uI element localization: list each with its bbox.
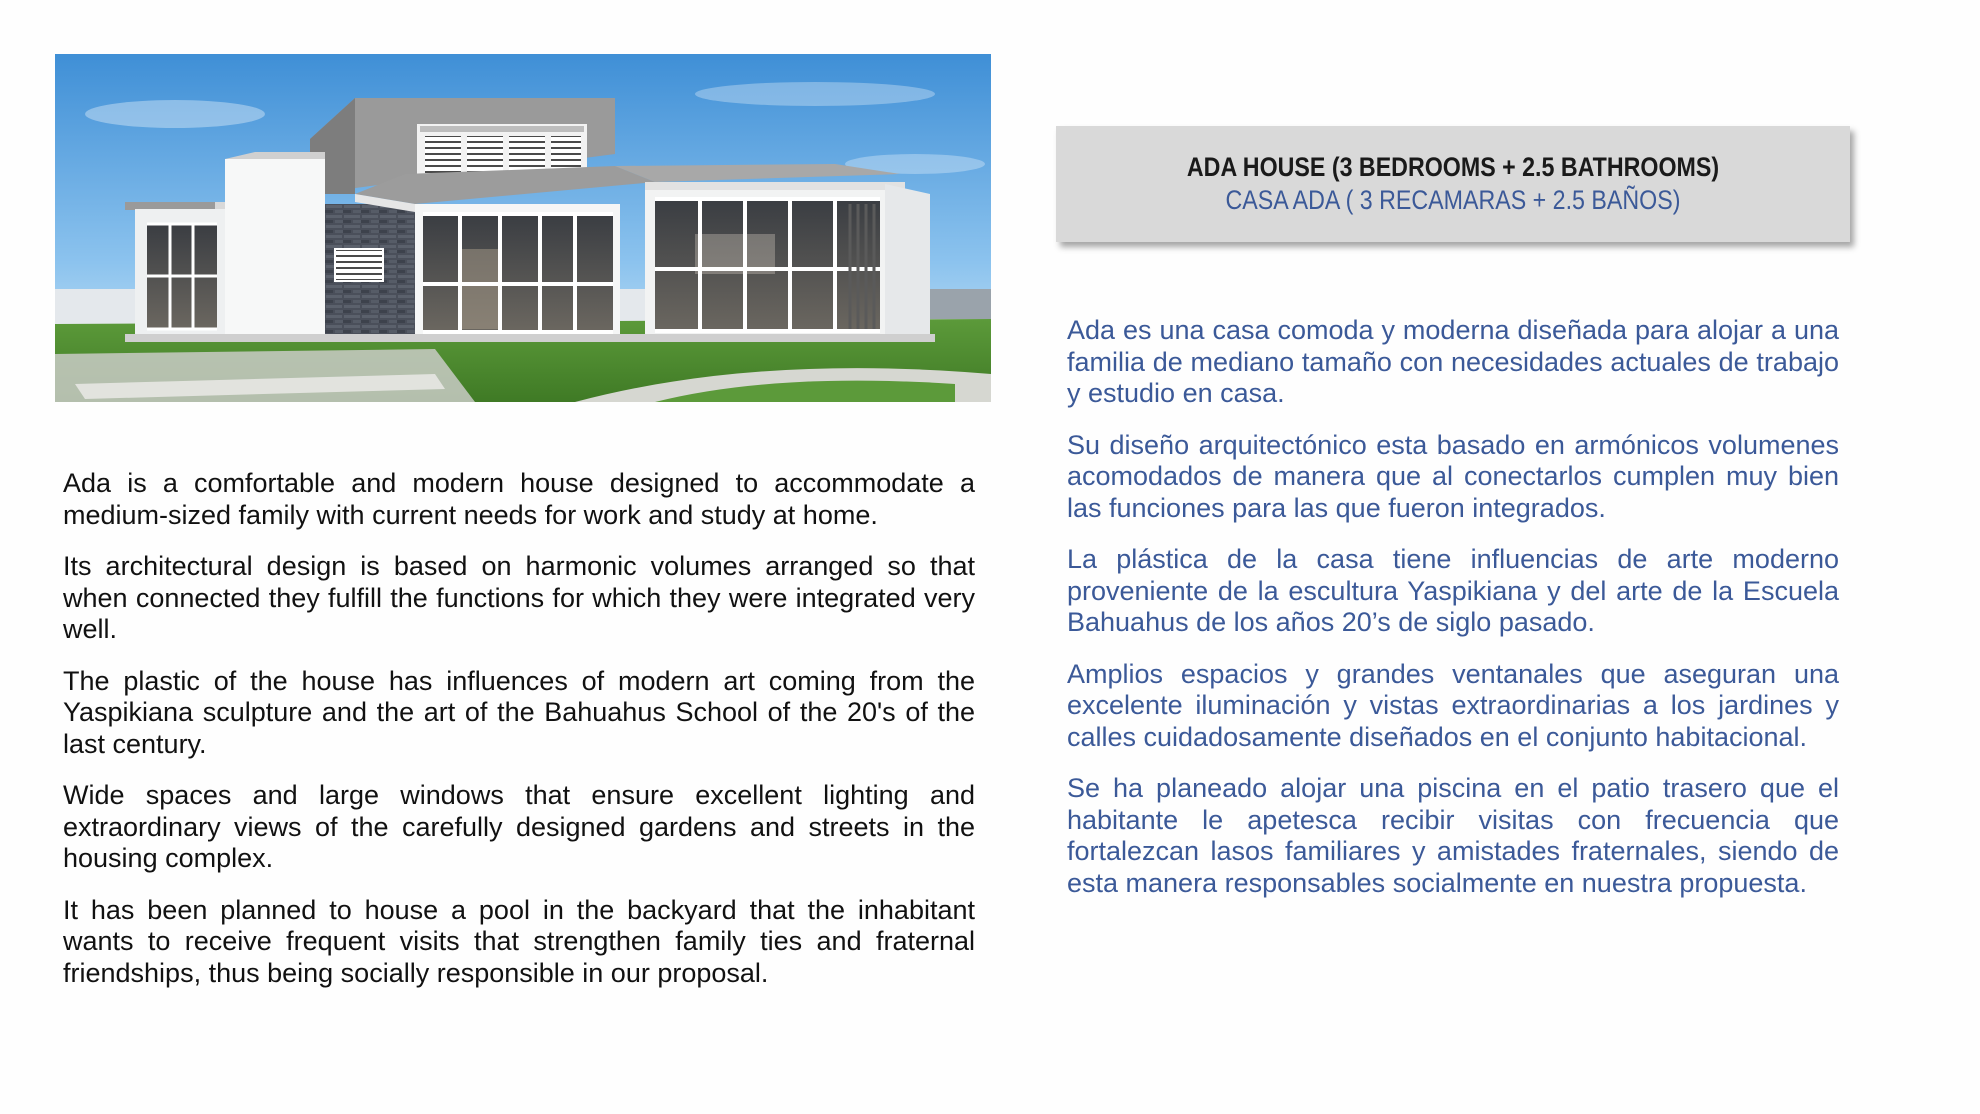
spanish-paragraph: Amplios espacios y grandes ventanales que aseguran una excelente iluminación y vistas extraordinarias a los jardines y calles cuidadosamente diseñados en el conjunto habitacional. — [1067, 658, 1839, 752]
english-paragraph: Its architectural design is based on harmonic volumes arranged so that when connected they fulfill the functions for which they were integrated very well. — [63, 551, 975, 644]
title-box — [1056, 126, 1850, 242]
english-paragraph: The plastic of the house has influences of modern art coming from the Yaspikiana sculpture and the art of the Bahuahus School of the 20's of the last century. — [63, 665, 975, 759]
house-rendering-image — [55, 54, 991, 402]
spanish-paragraph: Se ha planeado alojar una piscina en el patio trasero que el habitante le apetesca recibir visitas con frecuencia que fortalezcan lasos familiares y amistades fraternales, siendo de esta manera responsables socialmente en nuestra propuesta. — [1067, 773, 1839, 898]
spanish-description — [1067, 315, 1839, 919]
spanish-paragraph: Ada es una casa comoda y moderna diseñada para alojar a una familia de mediano tamaño con necesidades actuales de trabajo y estudio en casa. — [1067, 315, 1839, 408]
spanish-paragraph: Su diseño arquitectónico esta basado en armónicos volumenes acomodados de manera que al conectarlos cumplen muy bien las funciones para las que fueron integrados. — [1067, 429, 1839, 523]
title-spanish: CASA ADA ( 3 RECAMARAS + 2.5 BAÑOS) — [1225, 185, 1681, 215]
english-paragraph: Ada is a comfortable and modern house designed to accommodate a medium-sized family with current needs for work and study at home. — [63, 468, 975, 530]
english-description — [63, 468, 975, 1009]
english-paragraph: Wide spaces and large windows that ensure excellent lighting and extraordinary views of the carefully designed gardens and streets in the housing complex. — [63, 780, 975, 873]
title-english: ADA HOUSE (3 BEDROOMS + 2.5 BATHROOMS) — [1186, 152, 1720, 182]
english-paragraph: It has been planned to house a pool in the backyard that the inhabitant wants to receive frequent visits that strengthen family ties and fraternal friendships, thus being socially responsible in our proposal. — [63, 894, 975, 988]
spanish-paragraph: La plástica de la casa tiene influencias de arte moderno proveniente de la escultura Yaspikiana y del arte de la Escuela Bahuahus de los años 20’s de siglo pasado. — [1067, 544, 1839, 637]
